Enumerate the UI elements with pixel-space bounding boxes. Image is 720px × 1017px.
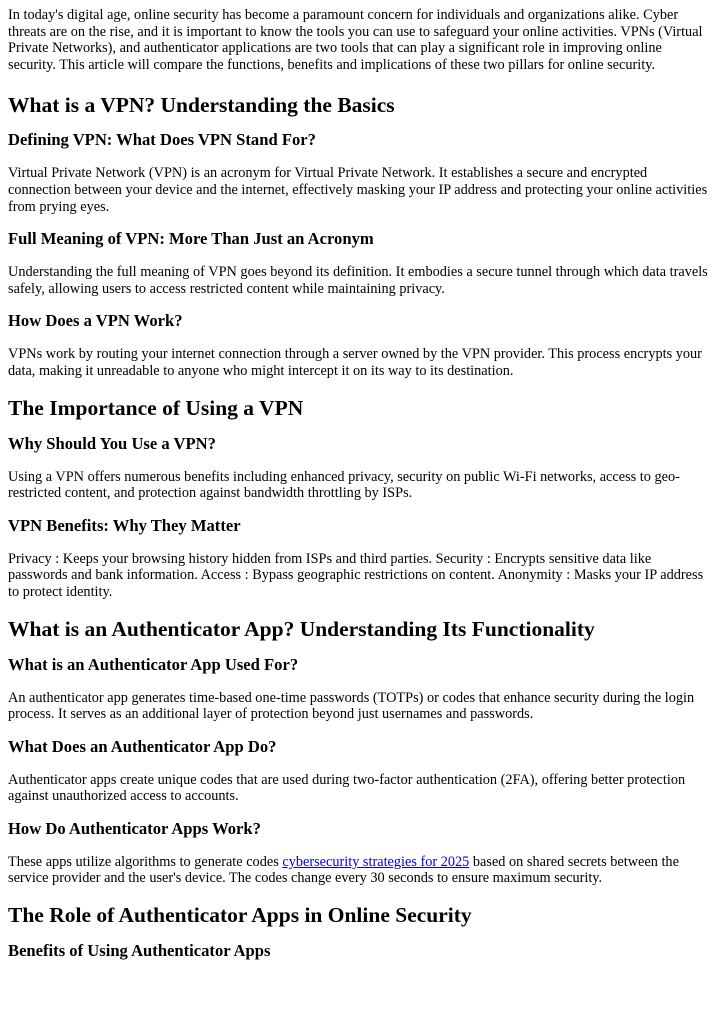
paragraph-full-meaning: Understanding the full meaning of VPN goes beyond its definition. It embodies a secure tunnel through which data travels safely, allowing users to access restricted content while maintaining privacy.: [8, 264, 708, 297]
heading-defining-vpn: Defining VPN: What Does VPN Stand For?: [8, 130, 316, 150]
paragraph-how-vpn-works: VPNs work by routing your internet connection through a server owned by the VPN provider. This process encrypts your data, making it unreadable to anyone who might intercept it on its way to its destination.: [8, 346, 702, 379]
heading-auth-benefits: Benefits of Using Authenticator Apps: [8, 941, 271, 961]
cybersecurity-strategies-link[interactable]: cybersecurity strategies for 2025: [282, 853, 470, 870]
paragraph-auth-does: Authenticator apps create unique codes that are used during two-factor authentication (2FA), offering better protection against unauthorized access to accounts.: [8, 771, 686, 805]
heading-how-vpn-works: How Does a VPN Work?: [8, 311, 183, 331]
paragraph-vpn-benefits: Privacy : Keeps your browsing history hidden from ISPs and third parties. Security : Encrypts sensitive data like passwords and bank information. Access : Bypass geographic restrictions on content. Anonymity : Masks your IP address to protect identity.: [8, 550, 704, 600]
paragraph-auth-how-work: [8, 854, 712, 887]
heading-why-use-vpn: Why Should You Use a VPN?: [8, 433, 216, 453]
auth-how-work-text-after: based on shared secrets between the service provider and the user's device. The codes change every 30 seconds to ensure maximum security.: [8, 853, 679, 887]
paragraph-auth-used-for: An authenticator app generates time-based one-time passwords (TOTPs) or codes that enhance security during the login process. It serves as an additional layer of protection beyond just usernames and passwords.: [8, 689, 695, 723]
paragraph-defining-vpn: Virtual Private Network (VPN) is an acronym for Virtual Private Network. It establishes a secure and encrypted connection between your device and the internet, effectively masking your IP address and protecting your online activities from prying eyes.: [8, 165, 708, 215]
intro-paragraph: In today's digital age, online security has become a paramount concern for individuals and organizations alike. Cyber threats are on the rise, and it is important to know the tools you can use to safeguard your online activities. VPNs (Virtual Private Networks), and authenticator applications are two tools that can play a significant role in improving online security. This article will compare the functions, benefits and implications of these two pillars for online security.: [8, 7, 703, 73]
heading-vpn-importance: The Importance of Using a VPN: [8, 395, 304, 420]
heading-vpn-benefits: VPN Benefits: Why They Matter: [8, 515, 241, 535]
auth-how-work-text-before: These apps utilize algorithms to generate codes: [8, 853, 283, 870]
heading-vpn-basics: What is a VPN? Understanding the Basics: [8, 93, 395, 118]
heading-auth-how-work: How Do Authenticator Apps Work?: [8, 818, 261, 838]
heading-auth-app: What is an Authenticator App? Understanding Its Functionality: [8, 616, 595, 641]
heading-auth-does: What Does an Authenticator App Do?: [8, 736, 277, 756]
heading-full-meaning: Full Meaning of VPN: More Than Just an Acronym: [8, 229, 374, 249]
heading-auth-role: The Role of Authenticator Apps in Online Security: [8, 903, 472, 928]
paragraph-why-use-vpn: Using a VPN offers numerous benefits including enhanced privacy, security on public Wi-Fi networks, access to geo-restricted content, and protection against bandwidth throttling by ISPs.: [8, 468, 680, 502]
heading-auth-used-for: What is an Authenticator App Used For?: [8, 654, 299, 674]
